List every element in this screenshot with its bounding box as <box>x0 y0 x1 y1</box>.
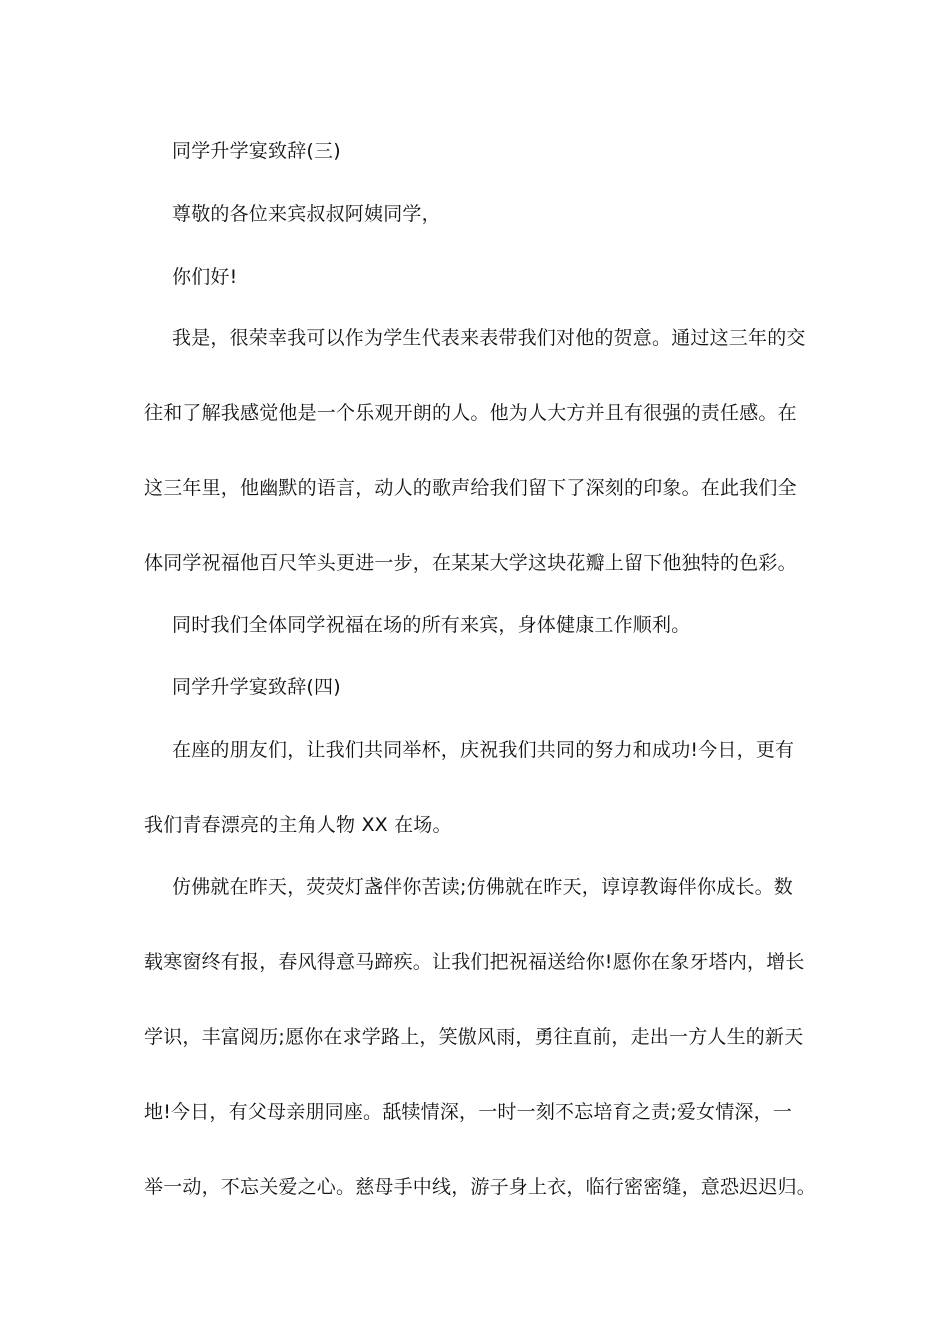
paragraph-line: 我们青春漂亮的主角人物 XX 在场。 <box>144 814 452 836</box>
greeting-line: 你们好! <box>172 266 238 288</box>
paragraph-line: 载寒窗终有报，春风得意马蹄疾。让我们把祝福送给你!愿你在象牙塔内，增长 <box>144 951 805 973</box>
paragraph-line: 往和了解我感觉他是一个乐观开朗的人。他为人大方并且有很强的责任感。在 <box>144 402 797 424</box>
heading-section-3: 同学升学宴致辞(三) <box>172 140 341 162</box>
paragraph-line: 这三年里，他幽默的语言，动人的歌声给我们留下了深刻的印象。在此我们全 <box>144 477 797 499</box>
paragraph-line: 在座的朋友们，让我们共同举杯，庆祝我们共同的努力和成功!今日，更有 <box>172 739 795 761</box>
paragraph-line: 学识，丰富阅历;愿你在求学路上，笑傲风雨，勇往直前，走出一方人生的新天 <box>144 1026 804 1048</box>
paragraph-line: 体同学祝福他百尺竿头更进一步，在某某大学这块花瓣上留下他独特的色彩。 <box>144 552 797 574</box>
paragraph-line: 地!今日，有父母亲朋同座。舐犊情深，一时一刻不忘培育之责;爱女情深，一 <box>144 1101 793 1123</box>
paragraph-line: 举一动，不忘关爱之心。慈母手中线，游子身上衣，临行密密缝，意恐迟迟归。 <box>144 1176 817 1198</box>
paragraph-line: 仿佛就在昨天，荧荧灯盏伴你苦读;仿佛就在昨天，谆谆教诲伴你成长。数 <box>172 876 794 898</box>
heading-section-4: 同学升学宴致辞(四) <box>172 676 341 698</box>
paragraph-line: 我是，很荣幸我可以作为学生代表来表带我们对他的贺意。通过这三年的交 <box>172 327 806 349</box>
paragraph-line: 同时我们全体同学祝福在场的所有来宾，身体健康工作顺利。 <box>172 614 691 636</box>
salutation-line: 尊敬的各位来宾叔叔阿姨同学， <box>172 203 441 225</box>
